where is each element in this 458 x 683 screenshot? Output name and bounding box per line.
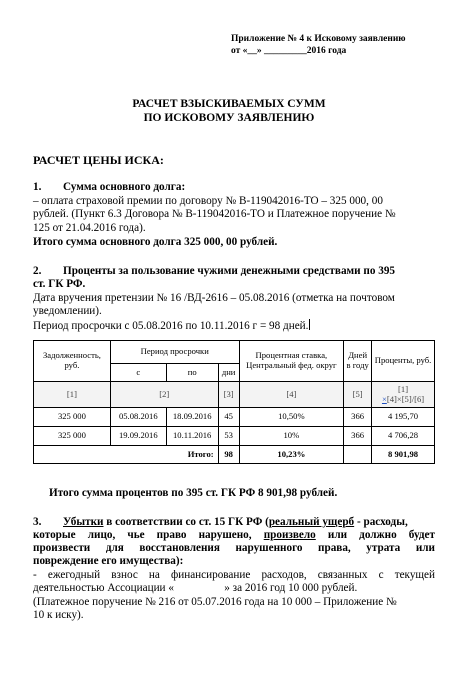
col-header-days-year: Дней в году	[344, 341, 372, 382]
s1-heading: Сумма основного долга:	[63, 181, 186, 193]
cell-days-year: 366	[344, 427, 372, 446]
s1-total: Итого сумма основного долга 325 000, 00 рублей.	[33, 236, 278, 248]
cell-rate: 10%	[239, 427, 344, 446]
index-cell: [4]	[239, 382, 344, 408]
text-cursor	[309, 319, 310, 330]
cell-debt: 325 000	[34, 427, 111, 446]
formula-top: [1]	[398, 383, 409, 394]
col-header-interest: Проценты, руб.	[372, 341, 435, 382]
s3-real-damage-term: реальный ущерб	[268, 516, 355, 528]
s2-heading-cont: ст. ГК РФ.	[33, 278, 86, 290]
cell-days: 45	[218, 408, 239, 427]
col-header-rate: Процентная ставка, Центральный фед. округ	[239, 341, 344, 382]
document-title-line2: ПО ИСКОВОМУ ЗАЯВЛЕНИЮ	[143, 112, 315, 124]
cell-to: 18.09.2016	[166, 408, 218, 427]
s1-line: – оплата страховой премии по договору № В-119042016-ТО – 325 000, 00	[33, 195, 383, 207]
s2-line: уведомлении).	[33, 305, 102, 317]
total-empty	[344, 446, 372, 464]
formula-rest: [4]×[5]/[6]	[386, 393, 425, 404]
index-cell: [5]	[344, 382, 372, 408]
s2-period-line	[33, 319, 310, 332]
table-row	[34, 408, 435, 427]
total-interest: 8 901,98	[372, 446, 435, 464]
s3-number: 3.	[33, 516, 42, 528]
s3-line1	[63, 516, 408, 528]
formula-bottom	[373, 395, 433, 405]
cell-rate: 10,50%	[239, 408, 344, 427]
s3-losses-term: Убытки	[63, 516, 104, 528]
s1-line: 125 от 21.04.2016 года).	[33, 222, 146, 234]
index-cell: [3]	[218, 382, 239, 408]
s3-line8: 10 к иску).	[33, 609, 84, 621]
index-cell: [1]	[34, 382, 111, 408]
s3-text: которые лицо, чье право нарушено,	[33, 529, 264, 541]
index-cell: [2]	[110, 382, 218, 408]
table-total-row	[34, 446, 435, 464]
s1-line: рублей. (Пункт 6.3 Договора № В-119042016-ТО и Платежное поручение №	[33, 208, 396, 220]
s2-period-text: Период просрочки с 05.08.2016 по 10.11.2016 г = 98 дней.	[33, 320, 309, 332]
s3-line6: деятельностью Ассоциации « » за 2016 год 10 000 рублей.	[33, 582, 358, 594]
s2-number: 2.	[33, 265, 42, 277]
section-title: РАСЧЕТ ЦЕНЫ ИСКА:	[33, 153, 164, 167]
s3-line3: произвести для восстановления нарушенного права, утрата или	[33, 542, 435, 554]
cell-interest: 4 706,28	[372, 427, 435, 446]
s3-performed-term: произвело	[263, 529, 316, 541]
document-title-line1: РАСЧЕТ ВЗЫСКИВАЕМЫХ СУММ	[132, 98, 326, 110]
col-header-period: Период просрочки	[110, 341, 239, 364]
table-header-row	[34, 341, 435, 364]
s2-line: Дата вручения претензии № 16 /ВД-2616 – 05.08.2016 (отметка на почтовом	[33, 292, 395, 304]
s3-text: - расходы,	[354, 516, 408, 528]
s3-line5: - ежегодный взнос на финансирование расходов, связанных с текущей	[33, 569, 435, 581]
cell-interest: 4 195,70	[372, 408, 435, 427]
interest-calculation-table	[33, 340, 435, 464]
col-header-from: с	[110, 364, 166, 382]
s3-line4: повреждение его имущества):	[33, 555, 184, 567]
cell-to: 10.11.2016	[166, 427, 218, 446]
s2-heading: Проценты за пользование чужими денежными средствами по 395	[63, 265, 396, 277]
s3-line2	[33, 529, 435, 541]
appendix-header-line1: Приложение № 4 к Исковому заявлению	[231, 34, 406, 44]
col-header-debt: Задолженность, руб.	[34, 341, 111, 382]
total-rate: 10,23%	[239, 446, 344, 464]
total-days: 98	[218, 446, 239, 464]
cell-debt: 325 000	[34, 408, 111, 427]
col-header-days: дни	[218, 364, 239, 382]
col-header-to: по	[166, 364, 218, 382]
table-row	[34, 427, 435, 446]
index-formula-cell	[372, 382, 435, 408]
s3-text: в соответствии со ст. 15 ГК РФ (	[103, 516, 269, 528]
cell-from: 05.08.2016	[110, 408, 166, 427]
s1-number: 1.	[33, 181, 42, 193]
cell-days-year: 366	[344, 408, 372, 427]
cell-from: 19.09.2016	[110, 427, 166, 446]
table-index-row	[34, 382, 435, 408]
formula-link[interactable]: ×	[381, 393, 387, 404]
cell-days: 53	[218, 427, 239, 446]
s2-total: Итого сумма процентов по 395 ст. ГК РФ 8 901,98 рублей.	[49, 487, 338, 499]
total-label: Итого:	[34, 446, 219, 464]
s3-text: или должно будет	[315, 529, 435, 541]
s3-line7: (Платежное поручение № 216 от 05.07.2016 года на 10 000 – Приложение №	[33, 596, 397, 608]
appendix-header-line2: от «__» _________2016 года	[231, 46, 347, 56]
